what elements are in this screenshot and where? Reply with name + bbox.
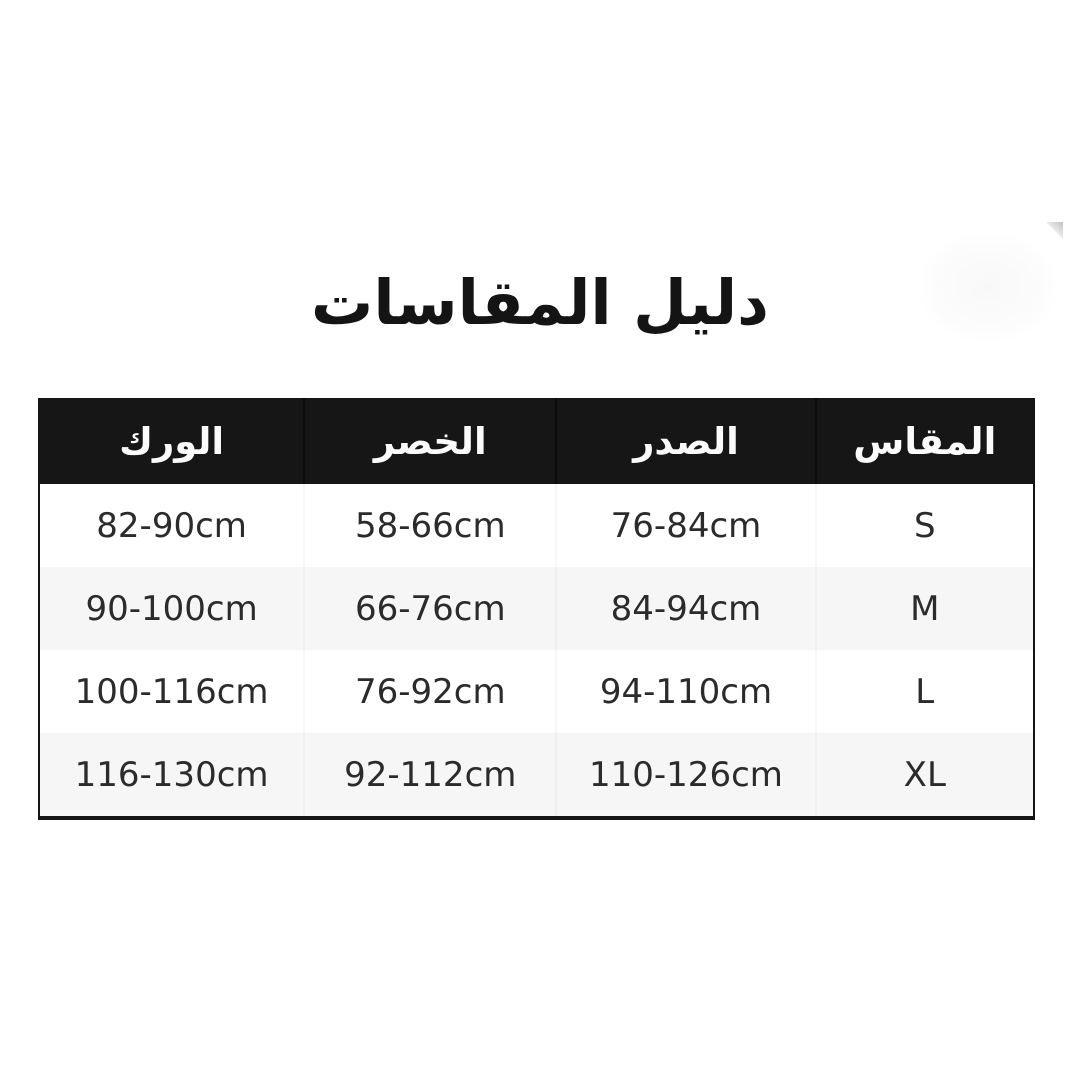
header-cell-waist: الخصر [303,398,555,484]
cell-waist: 58-66cm [303,484,555,567]
table-row-m [40,567,1033,650]
cell-size: L [815,650,1033,733]
table-row-s [40,484,1033,567]
cell-hip: 100-116cm [74,671,269,712]
table-row-l [40,650,1033,733]
cell-hip: 82-90cm [96,505,247,546]
cell-waist: 76-92cm [303,650,555,733]
size-guide-table [38,398,1035,820]
cell-size: S [815,484,1033,567]
table-header-row [40,398,1033,484]
cell-waist: 92-112cm [303,733,555,816]
header-cell-size: المقاس [815,398,1033,484]
cell-hip: 116-130cm [74,754,269,795]
cell-chest: 76-84cm [555,484,814,567]
cell-chest: 110-126cm [555,733,814,816]
cell-size: M [815,567,1033,650]
cell-chest: 84-94cm [555,567,814,650]
header-cell-hip: الورك [119,419,225,463]
page-title: دليل المقاسات [311,266,769,339]
cell-hip: 90-100cm [85,588,258,629]
table-row-xl [40,733,1033,816]
header-cell-chest: الصدر [555,398,814,484]
cell-chest: 94-110cm [555,650,814,733]
cell-size: XL [815,733,1033,816]
cell-waist: 66-76cm [303,567,555,650]
corner-fold-mark [1046,222,1063,239]
